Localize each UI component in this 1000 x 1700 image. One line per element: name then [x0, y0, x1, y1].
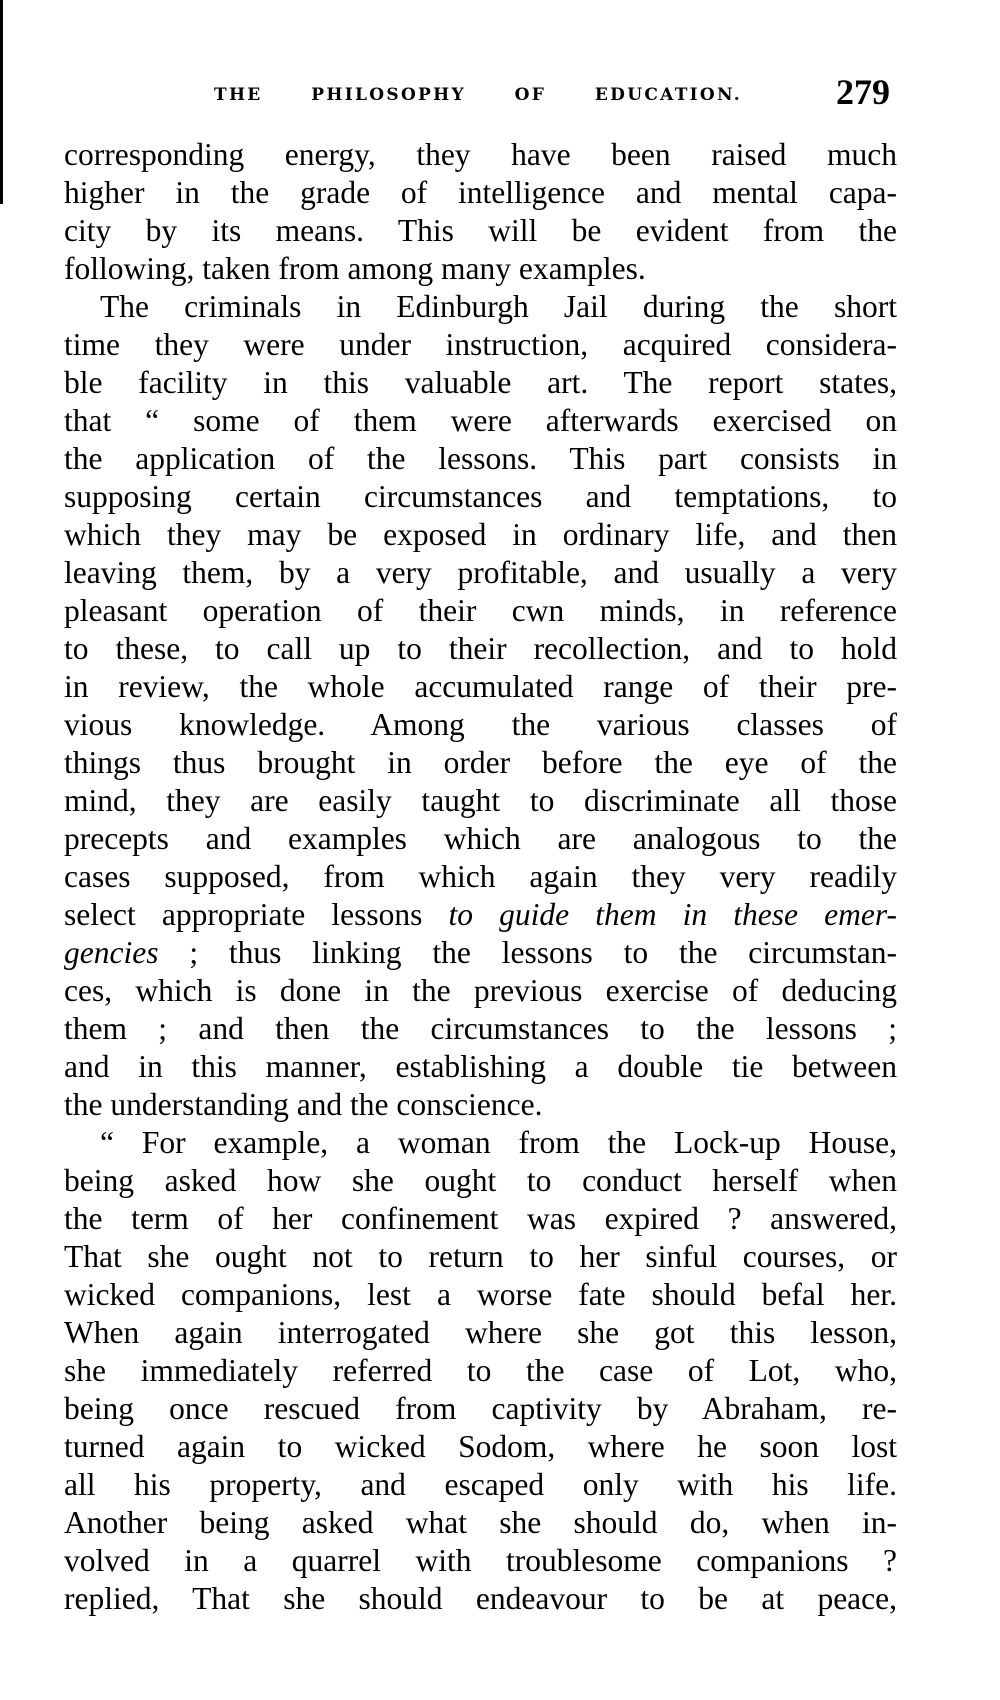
text-line: ces, which is done in the previous exercise of deducing: [64, 973, 897, 1008]
running-head-title: THE PHILOSOPHY OF EDUCATION.: [214, 85, 742, 105]
italic-emphasis: gencies: [64, 935, 159, 970]
body-text: [64, 136, 897, 1618]
text-line: gencies ; thus linking the lessons to the circumstan-: [64, 935, 897, 970]
text-line: that “ some of them were afterwards exercised on: [64, 403, 897, 438]
text-line: all his property, and escaped only with his life.: [64, 1467, 897, 1502]
text-line: corresponding energy, they have been raised much: [64, 137, 897, 172]
text-line: pleasant operation of their cwn minds, in reference: [64, 593, 897, 628]
text-line: following, taken from among many examples.: [64, 251, 646, 286]
text-line: select appropriate lessons to guide them in these emer-: [64, 897, 897, 932]
text-line: to these, to call up to their recollection, and to hold: [64, 631, 897, 666]
text-line: in review, the whole accumulated range of their pre-: [64, 669, 897, 704]
text-line: being once rescued from captivity by Abraham, re-: [64, 1391, 897, 1426]
text-line: and in this manner, establishing a double tie between: [64, 1049, 897, 1084]
text-line: wicked companions, lest a worse fate should befal her.: [64, 1277, 897, 1312]
text-line: ble facility in this valuable art. The report states,: [64, 365, 897, 400]
text-line: mind, they are easily taught to discriminate all those: [64, 783, 897, 818]
text-line: “ For example, a woman from the Lock-up House,: [100, 1125, 897, 1160]
text-line: which they may be exposed in ordinary life, and then: [64, 517, 897, 552]
running-head: [0, 72, 1000, 120]
italic-emphasis: to guide them in these emer-: [448, 897, 897, 932]
text-line: city by its means. This will be evident from the: [64, 213, 897, 248]
text-line: higher in the grade of intelligence and mental capa-: [64, 175, 897, 210]
page-number: 279: [836, 72, 890, 112]
text-line: The criminals in Edinburgh Jail during the short: [100, 289, 897, 324]
text-line: When again interrogated where she got this lesson,: [64, 1315, 897, 1350]
text-line: That she ought not to return to her sinful courses, or: [64, 1239, 897, 1274]
text-line: time they were under instruction, acquired considera-: [64, 327, 897, 362]
text-line: things thus brought in order before the eye of the: [64, 745, 897, 780]
text-line: turned again to wicked Sodom, where he soon lost: [64, 1429, 897, 1464]
text-line: Another being asked what she should do, when in-: [64, 1505, 897, 1540]
text-line: volved in a quarrel with troublesome companions ?: [64, 1543, 897, 1578]
text-line: cases supposed, from which again they very readily: [64, 859, 897, 894]
text-line: supposing certain circumstances and temptations, to: [64, 479, 897, 514]
text-line: the term of her confinement was expired ? answered,: [64, 1201, 897, 1236]
text-line: being asked how she ought to conduct herself when: [64, 1163, 897, 1198]
text-line: the application of the lessons. This part consists in: [64, 441, 897, 476]
text-line: replied, That she should endeavour to be at peace,: [64, 1581, 897, 1616]
text-line: the understanding and the conscience.: [64, 1087, 543, 1122]
text-line: vious knowledge. Among the various classes of: [64, 707, 897, 742]
text-line: she immediately referred to the case of Lot, who,: [64, 1353, 897, 1388]
text-line: precepts and examples which are analogous to the: [64, 821, 897, 856]
text-line: them ; and then the circumstances to the lessons ;: [64, 1011, 897, 1046]
text-line: leaving them, by a very profitable, and usually a very: [64, 555, 897, 590]
